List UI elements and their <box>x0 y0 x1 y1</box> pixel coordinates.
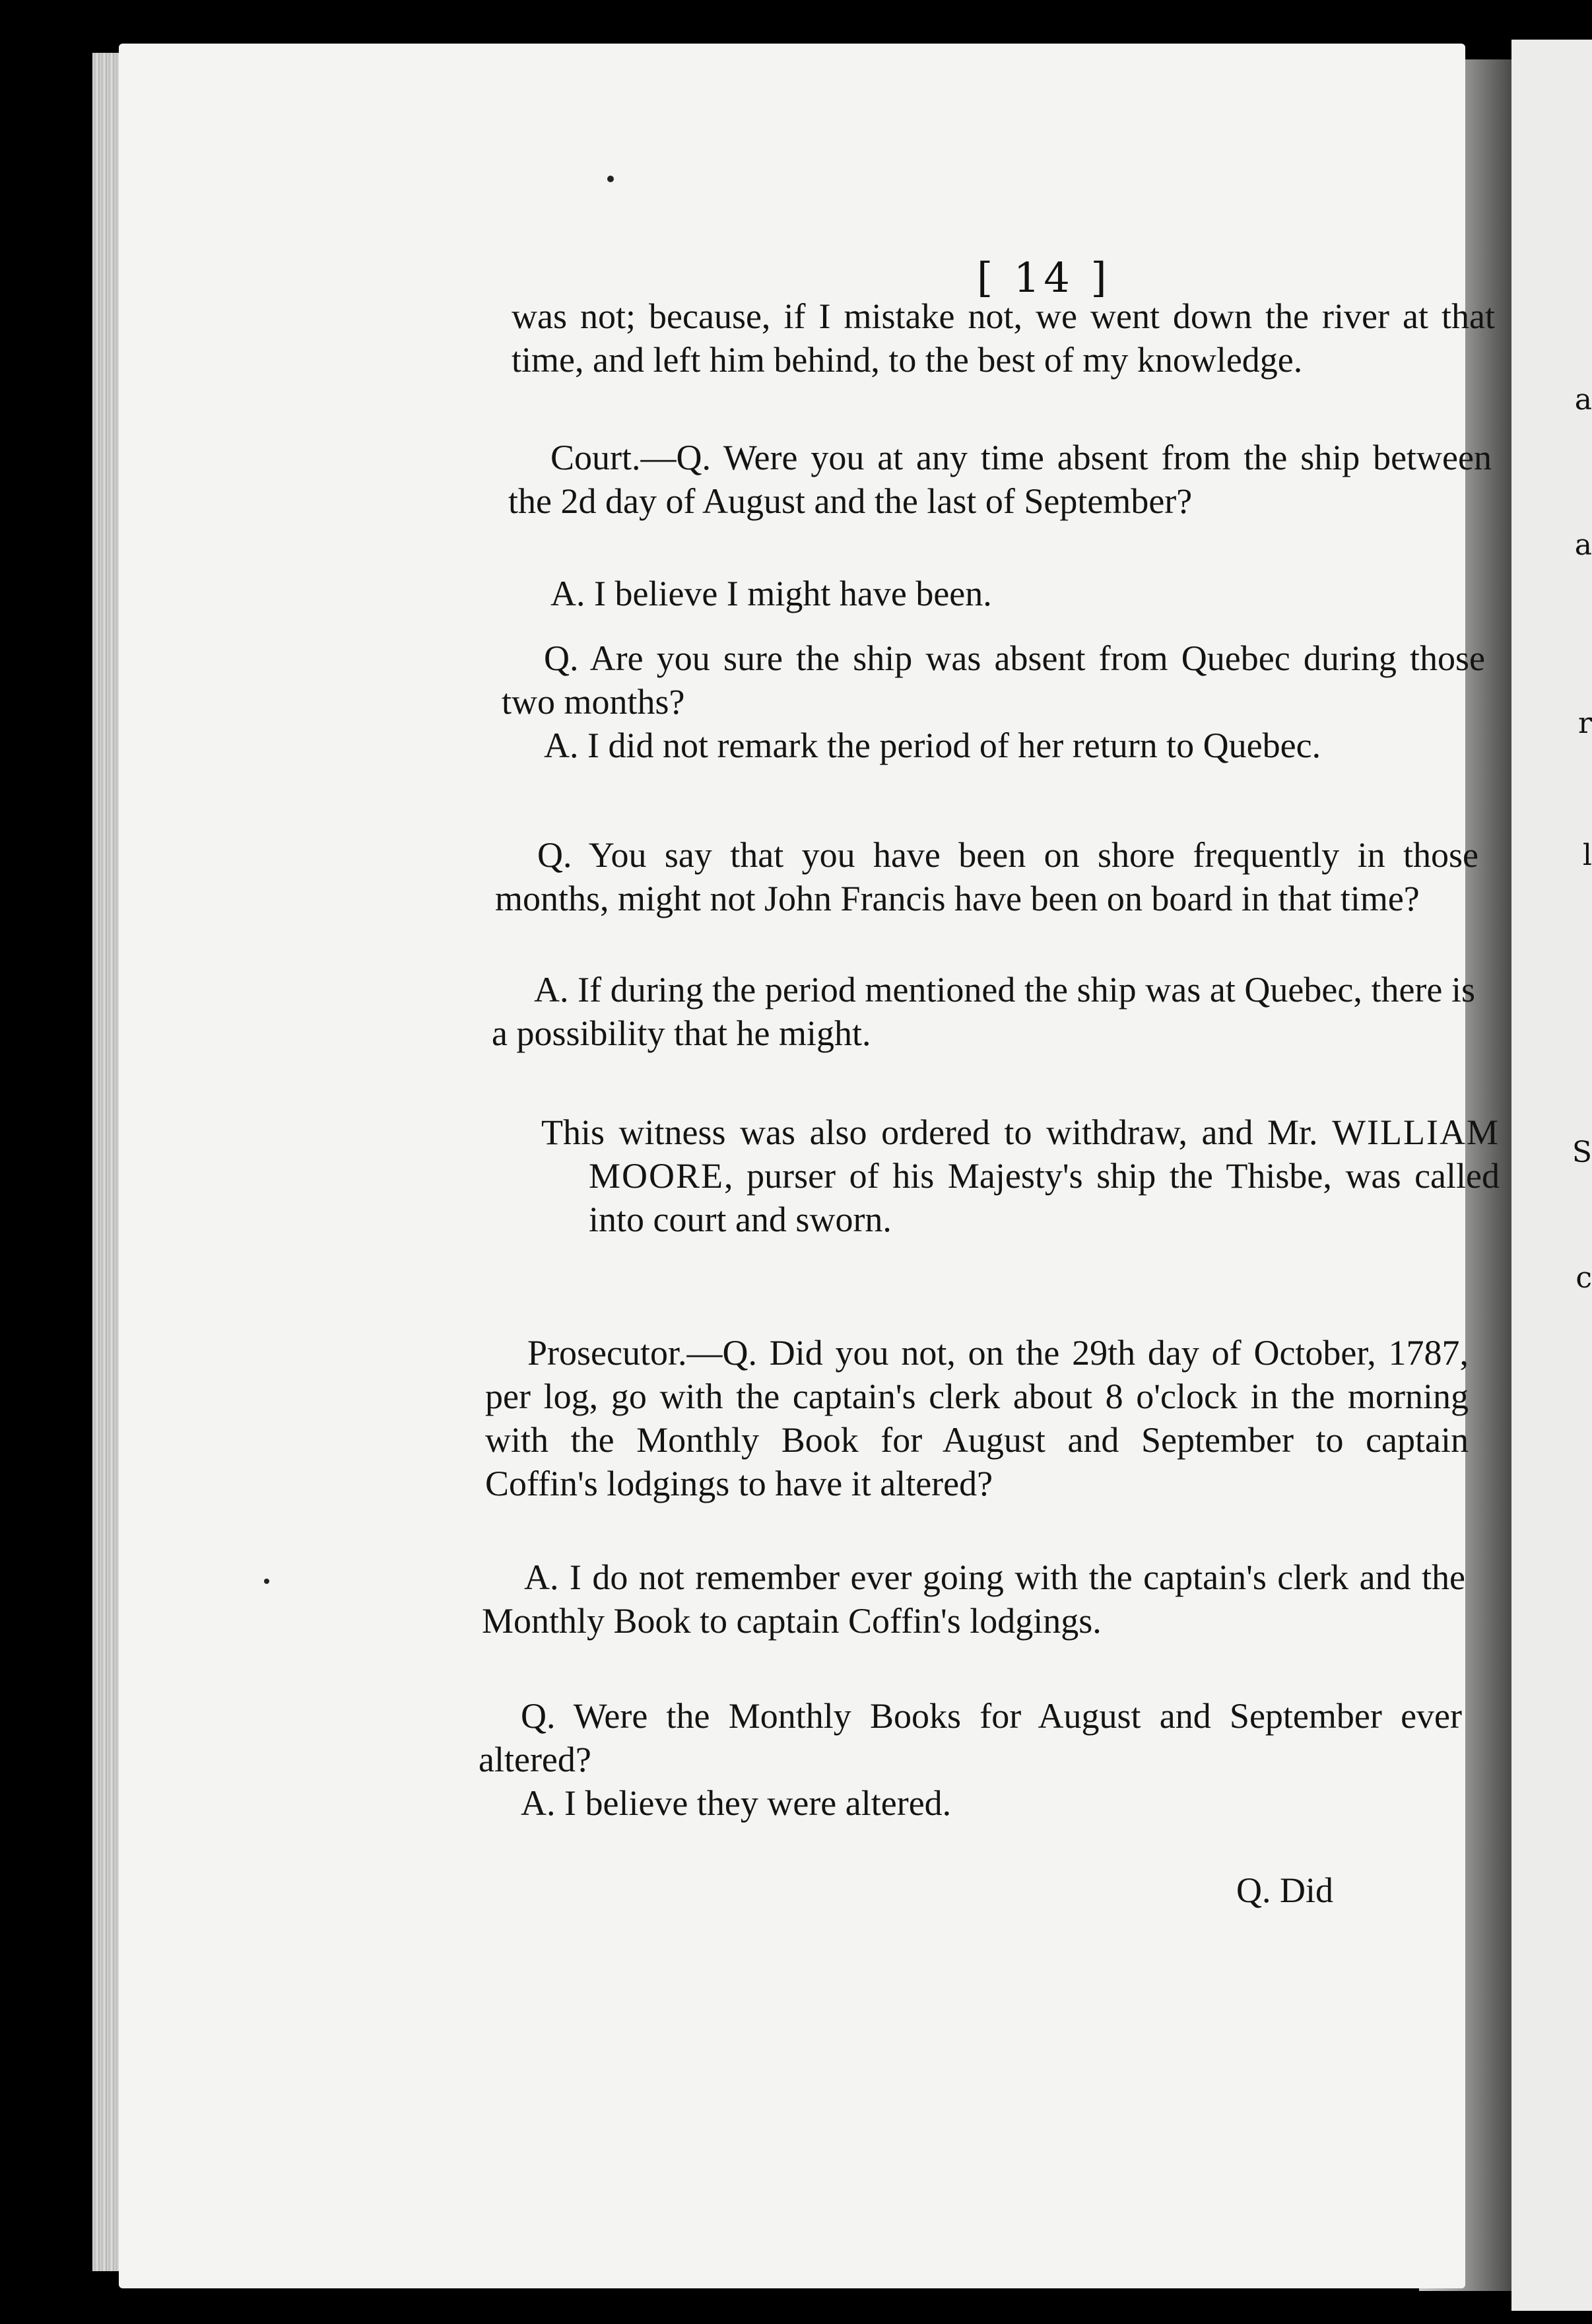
paragraph: Q. You say that you have been on shore frequently in those months, might not John Francis have been on board in that time? <box>495 835 1478 918</box>
paragraph: A. I did not remark the period of her return to Quebec. <box>544 726 1321 765</box>
paragraph: A. If during the period mentioned the ship was at Quebec, there is a possibility that he might. <box>492 970 1475 1053</box>
paragraph: A. I do not remember ever going with the captain's clerk and the Monthly Book to captain Coffin's lodgings. <box>482 1557 1465 1641</box>
page-number: [ 14 ] <box>977 254 1111 302</box>
paragraph: Court.—Q. Were you at any time absent from the ship between the 2d day of August and the last of September? <box>508 438 1492 521</box>
facing-page-fragment: c <box>1575 1261 1592 1295</box>
witness-note <box>541 1111 1500 1241</box>
ink-speck <box>264 1579 269 1584</box>
paragraph: was not; because, if I mistake not, we went down the river at that time, and left him behind, to the best of my knowledge. <box>512 296 1495 380</box>
witness-note-before: This witness was also ordered to withdraw, and Mr. <box>541 1112 1318 1152</box>
facing-page-fragment: a <box>1574 528 1592 562</box>
facing-page-fragment: S <box>1572 1136 1592 1169</box>
paragraph: A. I believe I might have been. <box>550 574 992 613</box>
facing-page-fragment: a <box>1574 383 1592 417</box>
ink-speck <box>607 176 614 182</box>
facing-page <box>1511 40 1592 2311</box>
witness-note-after: , purser of his Majesty's ship the Thisbe, was called into court and sworn. <box>589 1156 1500 1239</box>
facing-page-fragment: r <box>1577 706 1592 740</box>
catchword: Q. Did <box>1236 1870 1333 1910</box>
paragraph: A. I believe they were altered. <box>521 1783 952 1823</box>
paragraph: Q. Are you sure the ship was absent from Quebec during those two months? <box>502 638 1485 722</box>
paragraph: Prosecutor.—Q. Did you not, on the 29th day of October, 1787, per log, go with the captain's clerk about 8 o'clock in the morning with the Monthly Book for August and September to captain Coffin's lodgings to have it altered? <box>485 1333 1469 1503</box>
facing-page-fragment: l <box>1582 838 1592 872</box>
book-page <box>119 44 1500 2288</box>
witness-name: WILLIAM MOORE <box>589 1112 1500 1196</box>
paragraph: Q. Were the Monthly Books for August and September ever altered? <box>479 1696 1462 1779</box>
